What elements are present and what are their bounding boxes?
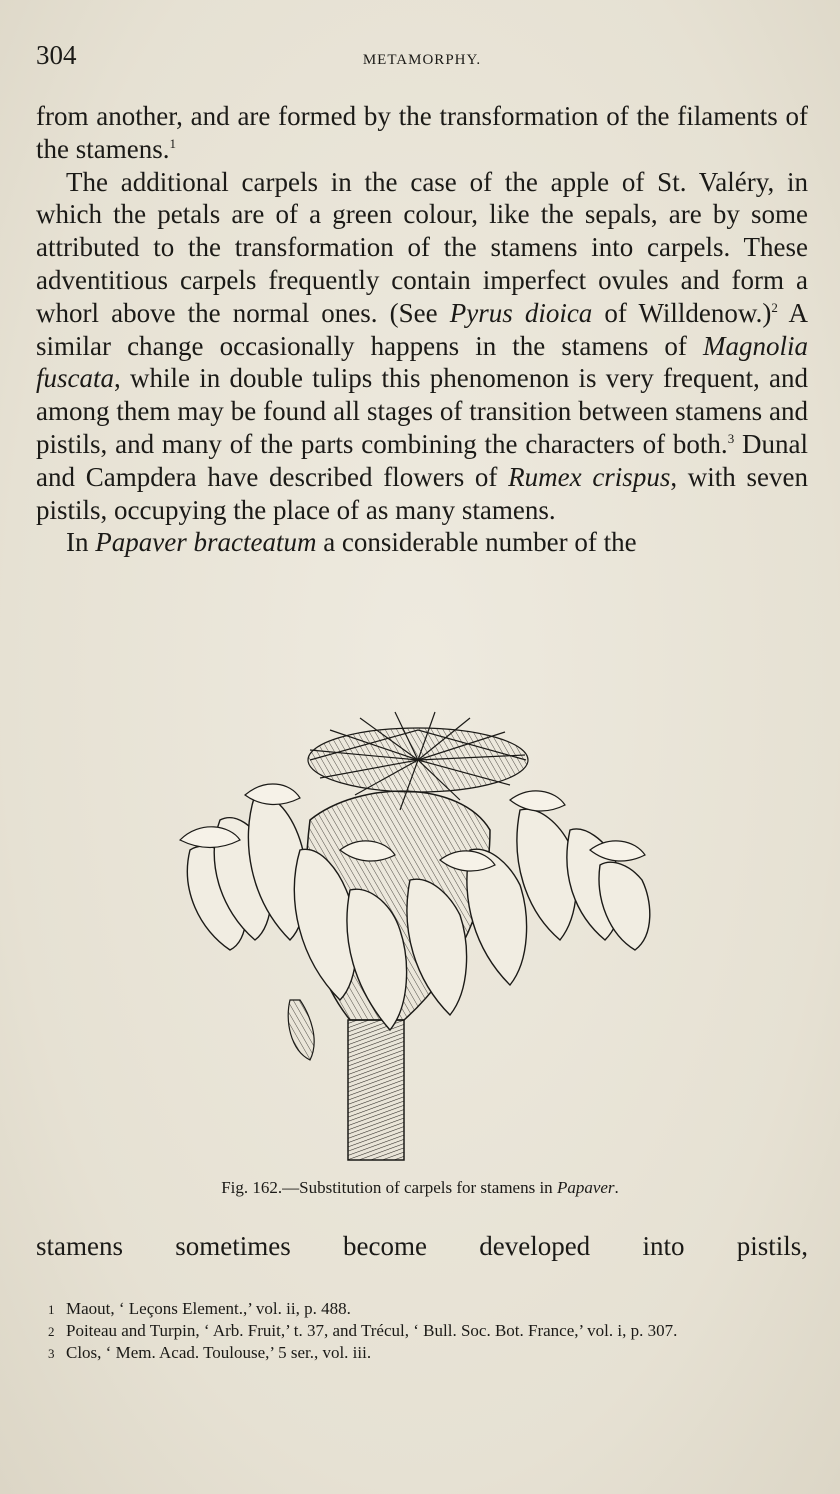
poppy-illustration <box>160 700 680 1170</box>
paragraph-3: In Papaver bracteatum a considerable number of the <box>66 527 637 558</box>
caption-taxon: Papaver <box>556 1178 615 1197</box>
paragraph-1: from another, and are formed by the transformation of the filaments of the stamens.$^1$ <box>36 101 808 164</box>
taxon-pyrus-dioica: Pyrus dioica <box>449 297 593 328</box>
footnote-ref-1: 1 <box>169 135 176 151</box>
paragraph-4: stamens sometimes become developed into pistils, <box>36 1231 808 1261</box>
footnote-1: 1 Maout, ‘ Leçons Element.,’ vol. ii, p. 488. <box>48 1299 351 1318</box>
page-number: 304 <box>36 40 77 70</box>
taxon-papaver-bracteatum: Papaver bracteatum <box>95 527 317 558</box>
footnote-ref-3: 3 <box>727 430 735 446</box>
continued-text <box>36 1230 808 1263</box>
paragraph-2: The additional carpels in the case of the apple of St. Valéry, in which the petals are of a green colour, like the sepals, are by some attributed to the transformation of the stamens into carpels. These adventitious carpels frequently contain imperfect ovules and form a whorl above the normal ones. (See Pyrus dioica of Willdenow.)$^2$ A similar change occasionally happens in the stamens of Magnolia fuscata, while in double tulips this phenomenon is very frequent, and among them may be found all stages of transition between stamens and pistils, and many of the parts combining the characters of both.$^3$ Dunal and Campdera have described flowers of Rumex crispus, with seven pistils, occupying the place of as many stamens. <box>36 166 809 525</box>
footnotes <box>36 1298 808 1364</box>
running-title: METAMORPHY. <box>362 52 482 68</box>
main-text <box>36 100 808 559</box>
figure-caption: Fig. 162.—Substitution of carpels for stamens in Papaver. <box>221 1178 619 1197</box>
footnote-ref-2: 2 <box>771 299 778 315</box>
poppy-engraving-icon <box>160 700 680 1170</box>
page-header <box>36 40 808 80</box>
footnote-3: 3 Clos, ‘ Mem. Acad. Toulouse,’ 5 ser., vol. iii. <box>48 1343 372 1362</box>
taxon-magnolia-fuscata: Magnolia fuscata <box>36 330 808 394</box>
footnote-2: 2 Poiteau and Turpin, ‘ Arb. Fruit,’ t. 37, and Trécul, ‘ Bull. Soc. Bot. France,’ vol. i, p. 307. <box>48 1321 678 1340</box>
taxon-rumex-crispus: Rumex crispus <box>508 461 671 492</box>
